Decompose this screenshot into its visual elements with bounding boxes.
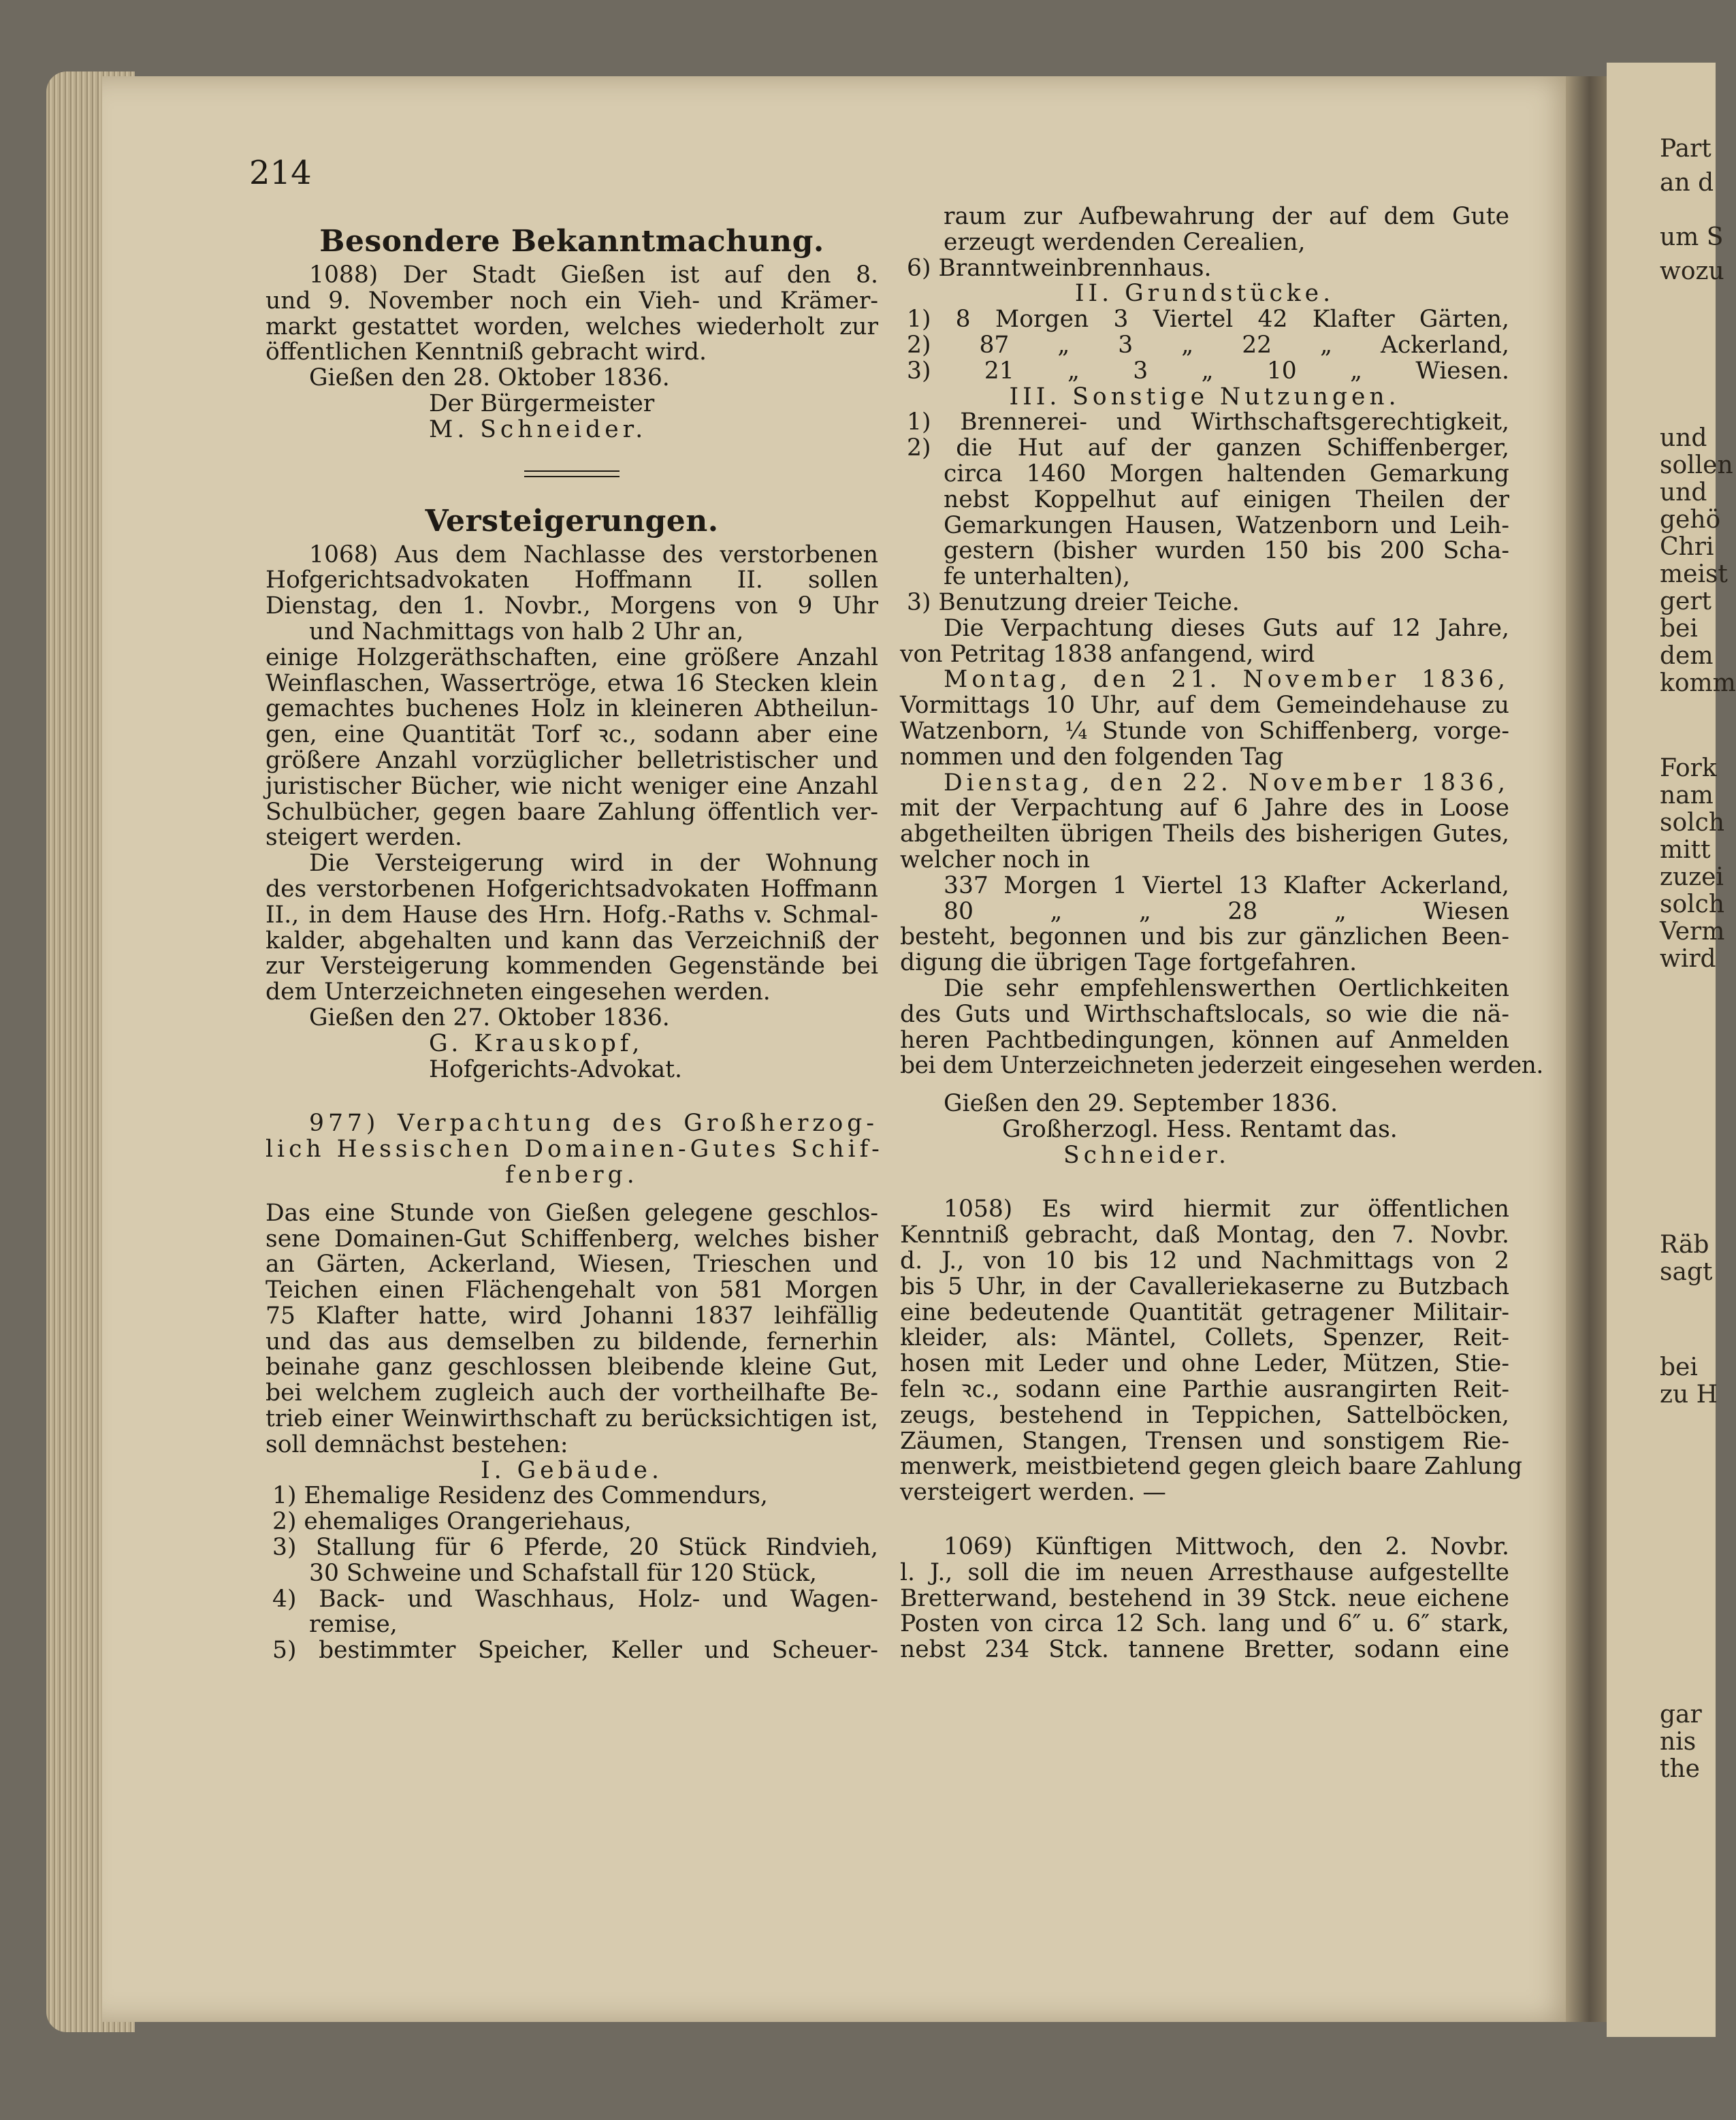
text-line: beinahe ganz geschlossen bleibende kleine Gut, <box>266 1353 878 1381</box>
text-line: Montag, den 21. November 1836, <box>944 666 1509 694</box>
spacer <box>900 1506 1509 1535</box>
auction-signature-title: Hofgerichts-Advokat. <box>429 1055 682 1083</box>
notice-heading: Besondere Bekanntmachung. <box>319 224 824 259</box>
notice-signature-name: M. Schneider. <box>429 415 647 443</box>
next-page-fragment: the <box>1660 1755 1700 1783</box>
list-item: nebst Koppelhut auf einigen Theilen der <box>944 485 1509 513</box>
text-line: menwerk, meistbietend gegen gleich baare Zahlung <box>900 1453 1523 1481</box>
text-line: und Nachmittags von halb 2 Uhr an, <box>309 617 744 645</box>
text-line: abgetheilten übrigen Theils des bisherigen Gutes, <box>900 820 1509 848</box>
next-page-fragment: wozu <box>1660 257 1724 285</box>
text-line: Schulbücher, gegen baare Zahlung öffentlich ver- <box>266 798 878 826</box>
text-line: markt gestattet worden, welches wiederholt zur <box>266 312 878 340</box>
text-line: 977) Verpachtung des Großherzog- <box>309 1110 878 1138</box>
text-line: versteigert werden. — <box>900 1479 1166 1507</box>
list-item: 30 Schweine und Schafstall für 120 Stück, <box>309 1559 817 1587</box>
text-line: d. J., von 10 bis 12 und Nachmittags von 2 <box>900 1247 1509 1275</box>
list-item: 1) Brennerei- und Wirthschaftsgerechtigkeit, <box>907 408 1509 436</box>
auction-notice <box>266 543 878 1083</box>
list-item: 1) Ehemalige Residenz des Commendurs, <box>272 1482 768 1510</box>
next-page-fragment: gert <box>1660 588 1712 615</box>
list-item: 3) 21 „ 3 „ 10 „ Wiesen. <box>907 357 1509 385</box>
text-line: Kenntniß gebracht, daß Montag, den 7. Novbr. <box>900 1221 1509 1249</box>
list-item: fe unterhalten), <box>944 563 1131 591</box>
next-page-fragment: Part <box>1660 135 1711 163</box>
text-line: Die Versteigerung wird in der Wohnung <box>309 850 878 878</box>
text-line: nommen und den folgenden Tag <box>900 743 1284 771</box>
text-line: heren Pachtbedingungen, können auf Anmelden <box>900 1026 1509 1054</box>
list-item: 2) ehemaliges Orangeriehaus, <box>272 1508 632 1536</box>
text-line: juristischer Bücher, wie nicht weniger eine Anzahl <box>266 772 878 800</box>
text-line: Zäumen, Stangen, Trensen und sonstigem Rie- <box>900 1427 1509 1455</box>
left-column <box>266 218 884 1665</box>
list-item: 5) bestimmter Speicher, Keller und Scheuer- <box>272 1637 878 1665</box>
text-line: kleider, als: Mäntel, Collets, Spenzer, Reit- <box>900 1324 1509 1352</box>
text-line: 1088) Der Stadt Gießen ist auf den 8. <box>309 261 878 289</box>
list-item: 3) Benutzung dreier Teiche. <box>907 588 1240 616</box>
next-page-fragment: Fork <box>1660 754 1717 782</box>
lease-date: Gießen den 29. September 1836. <box>944 1090 1338 1118</box>
next-page-fragment: nam <box>1660 782 1714 809</box>
notice-signature-title: Der Bürgermeister <box>429 389 655 417</box>
text-line: eine bedeutende Quantität getragener Militair- <box>900 1298 1509 1326</box>
list-item: remise, <box>309 1611 398 1639</box>
next-page-fragment: und <box>1660 479 1707 507</box>
text-line: Watzenborn, ¼ Stunde von Schiffenberg, vorge- <box>900 717 1509 745</box>
text-line: Bretterwand, bestehend in 39 Stck. neue eichene <box>900 1584 1509 1612</box>
next-page-fragment: wird <box>1660 945 1716 973</box>
spacer <box>266 1189 878 1201</box>
lease-signature-name: Schneider. <box>1063 1141 1231 1169</box>
text-line: einige Holzgeräthschaften, eine größere Anzahl <box>266 643 878 671</box>
lease-signature-title: Großherzogl. Hess. Rentamt das. <box>1002 1115 1398 1143</box>
list-item: 2) 87 „ 3 „ 22 „ Ackerland, <box>907 331 1509 359</box>
text-line: 80 „ „ 28 „ Wiesen <box>944 897 1509 925</box>
auction-date: Gießen den 27. Oktober 1836. <box>309 1003 670 1031</box>
text-line: l. J., soll die im neuen Arresthause aufgestellte <box>900 1558 1509 1586</box>
text-line: von Petritag 1838 anfangend, wird <box>900 640 1315 668</box>
text-line: hosen mit Leder und ohne Leder, Mützen, Stie- <box>900 1350 1509 1378</box>
text-line: raum zur Aufbewahrung der auf dem Gute <box>944 203 1509 230</box>
text-line: mit der Verpachtung auf 6 Jahre des in Loose <box>900 794 1509 822</box>
lease-title <box>266 1110 884 1189</box>
text-line: dem Unterzeichneten eingesehen werden. <box>266 978 771 1006</box>
next-page-fragment: solch <box>1660 809 1725 837</box>
text-line: soll demnächst bestehen: <box>266 1430 568 1458</box>
text-line: Dienstag, den 1. Novbr., Morgens von 9 Uhr <box>266 592 878 620</box>
list-item: 6) Branntweinbrennhaus. <box>907 254 1212 282</box>
next-page-fragment: sagt <box>1660 1258 1713 1286</box>
list-item: 3) Stallung für 6 Pferde, 20 Stück Rindvieh, <box>272 1534 878 1562</box>
text-line: sene Domainen-Gut Schiffenberg, welches bisher <box>266 1225 878 1253</box>
text-line: besteht, begonnen und bis zur gänzlichen Been- <box>900 923 1509 951</box>
text-line: bei dem Unterzeichneten jederzeit eingesehen werden. <box>900 1052 1543 1080</box>
text-line: und 9. November noch ein Vieh- und Krämer- <box>266 287 878 315</box>
other-uses-heading: III. Sonstige Nutzungen. <box>1009 383 1400 411</box>
notice-body <box>266 263 878 443</box>
land-heading: II. Grundstücke. <box>1074 280 1335 308</box>
text-line: Weinflaschen, Wassertröge, etwa 16 Stecken klein <box>266 669 878 697</box>
next-page-fragment: zuzei <box>1660 863 1724 891</box>
next-page-fragment: meist <box>1660 560 1728 588</box>
notice-date: Gießen den 28. Oktober 1836. <box>309 364 670 392</box>
list-item: Gemarkungen Hausen, Watzenborn und Leih- <box>944 511 1509 539</box>
text-line: II., in dem Hause des Hrn. Hofg.-Raths v. Schmal- <box>266 901 878 929</box>
next-page-fragment: und <box>1660 424 1707 452</box>
text-line: feln ꝛc., sodann eine Parthie ausrangirten Reit- <box>900 1376 1509 1404</box>
text-line: des Guts und Wirthschaftslocals, so wie die nä- <box>900 1000 1509 1028</box>
spacer <box>900 1168 1509 1197</box>
next-page-fragment: bei <box>1660 615 1698 643</box>
text-line: Die sehr empfehlenswerthen Oertlichkeiten <box>944 974 1509 1002</box>
next-page-fragment: zu H <box>1660 1381 1718 1409</box>
text-line: Hofgerichtsadvokaten Hoffmann II. sollen <box>266 566 878 594</box>
list-item: 1) 8 Morgen 3 Viertel 42 Klafter Gärten, <box>907 306 1509 334</box>
text-line: 1058) Es wird hiermit zur öffentlichen <box>944 1195 1509 1223</box>
text-line: Vormittags 10 Uhr, auf dem Gemeindehause zu <box>900 692 1509 720</box>
text-line: größere Anzahl vorzüglicher belletristischer und <box>266 746 878 774</box>
text-line: kalder, abgehalten und kann das Verzeichniß der <box>266 927 878 954</box>
next-page-fragment: Chri <box>1660 533 1714 561</box>
next-page-edge <box>1607 63 1736 2037</box>
text-line: bis 5 Uhr, in der Cavalleriekaserne zu Butzbach <box>900 1272 1509 1300</box>
auction-signature-name: G. Krauskopf, <box>429 1029 644 1057</box>
text-line: welcher noch in <box>900 846 1091 873</box>
lease-body <box>266 1201 878 1664</box>
spacer <box>266 1082 878 1111</box>
text-line: Die Verpachtung dieses Guts auf 12 Jahre, <box>944 614 1509 642</box>
text-line: gemachtes buchenes Holz in kleineren Abtheilun- <box>266 695 878 723</box>
text-line: Posten von circa 12 Sch. lang und 6″ u. 6″ stark, <box>900 1610 1509 1638</box>
text-line: trieb einer Weinwirthschaft zu berücksichtigen ist, <box>266 1405 878 1433</box>
next-page-fragment: gar <box>1660 1701 1702 1729</box>
text-line: steigert werden. <box>266 824 462 852</box>
list-item: gestern (bisher wurden 150 bis 200 Scha- <box>944 537 1509 565</box>
text-line: an Gärten, Ackerland, Wiesen, Trieschen und <box>266 1251 878 1279</box>
list-item: 2) die Hut auf der ganzen Schiffenberger, <box>907 434 1509 462</box>
page-number: 214 <box>249 154 312 192</box>
text-line: zur Versteigerung kommenden Gegenstände bei <box>266 952 878 980</box>
next-page-fragment: um S <box>1660 223 1724 251</box>
next-page-fragment: dem <box>1660 642 1714 670</box>
text-line: des verstorbenen Hofgerichtsadvokaten Hoffmann <box>266 875 878 903</box>
text-line: 337 Morgen 1 Viertel 13 Klafter Ackerland, <box>944 871 1509 899</box>
list-item: circa 1460 Morgen haltenden Gemarkung <box>944 460 1509 487</box>
text-line: öffentlichen Kenntniß gebracht wird. <box>266 338 707 366</box>
list-item: 4) Back- und Waschhaus, Holz- und Wagen- <box>272 1585 878 1613</box>
section-divider <box>524 470 620 477</box>
buildings-heading: I. Gebäude. <box>481 1456 663 1484</box>
text-line: 1068) Aus dem Nachlasse des verstorbenen <box>309 541 878 568</box>
next-page-fragment: solch <box>1660 890 1725 918</box>
text-line: 1069) Künftigen Mittwoch, den 2. Novbr. <box>944 1533 1509 1561</box>
next-page-fragment: nis <box>1660 1728 1697 1756</box>
next-page-fragment: Verm <box>1660 918 1725 946</box>
right-column <box>900 203 1543 1664</box>
text-line: bei welchem zugleich auch der vortheilhafte Be- <box>266 1379 878 1407</box>
text-line: erzeugt werdenden Cerealien, <box>944 228 1306 256</box>
next-page-fragment: gehö <box>1660 506 1721 534</box>
text-line: zeugs, bestehend in Teppichen, Sattelböcken, <box>900 1401 1509 1429</box>
next-page-fragment: mitt <box>1660 836 1711 864</box>
next-page-fragment: sollen <box>1660 451 1733 479</box>
text-line: digung die übrigen Tage fortgefahren. <box>900 949 1357 977</box>
text-line: gen, eine Quantität Torf ꝛc., sodann aber eine <box>266 721 878 749</box>
next-page-fragment: bei <box>1660 1353 1698 1381</box>
text-line: Das eine Stunde von Gießen gelegene geschlos- <box>266 1199 878 1227</box>
text-line: nebst 234 Stck. tannene Bretter, sodann eine <box>900 1636 1509 1664</box>
text-line: Teichen einen Flächengehalt von 581 Morgen <box>266 1276 878 1304</box>
next-page-fragment: an d <box>1660 169 1714 197</box>
text-line: lich Hessischen Domainen-Gutes Schif- <box>266 1136 884 1163</box>
next-page-fragment: komm <box>1660 669 1736 697</box>
text-line: Dienstag, den 22. November 1836, <box>944 769 1509 797</box>
text-line: 75 Klafter hatte, wird Johanni 1837 leihfällig <box>266 1302 878 1330</box>
auction-heading: Versteigerungen. <box>425 503 719 539</box>
text-line: fenberg. <box>505 1161 639 1189</box>
text-line: und das aus demselben zu bildende, fernerhin <box>266 1328 878 1355</box>
next-page-fragment: Räb <box>1660 1231 1709 1259</box>
